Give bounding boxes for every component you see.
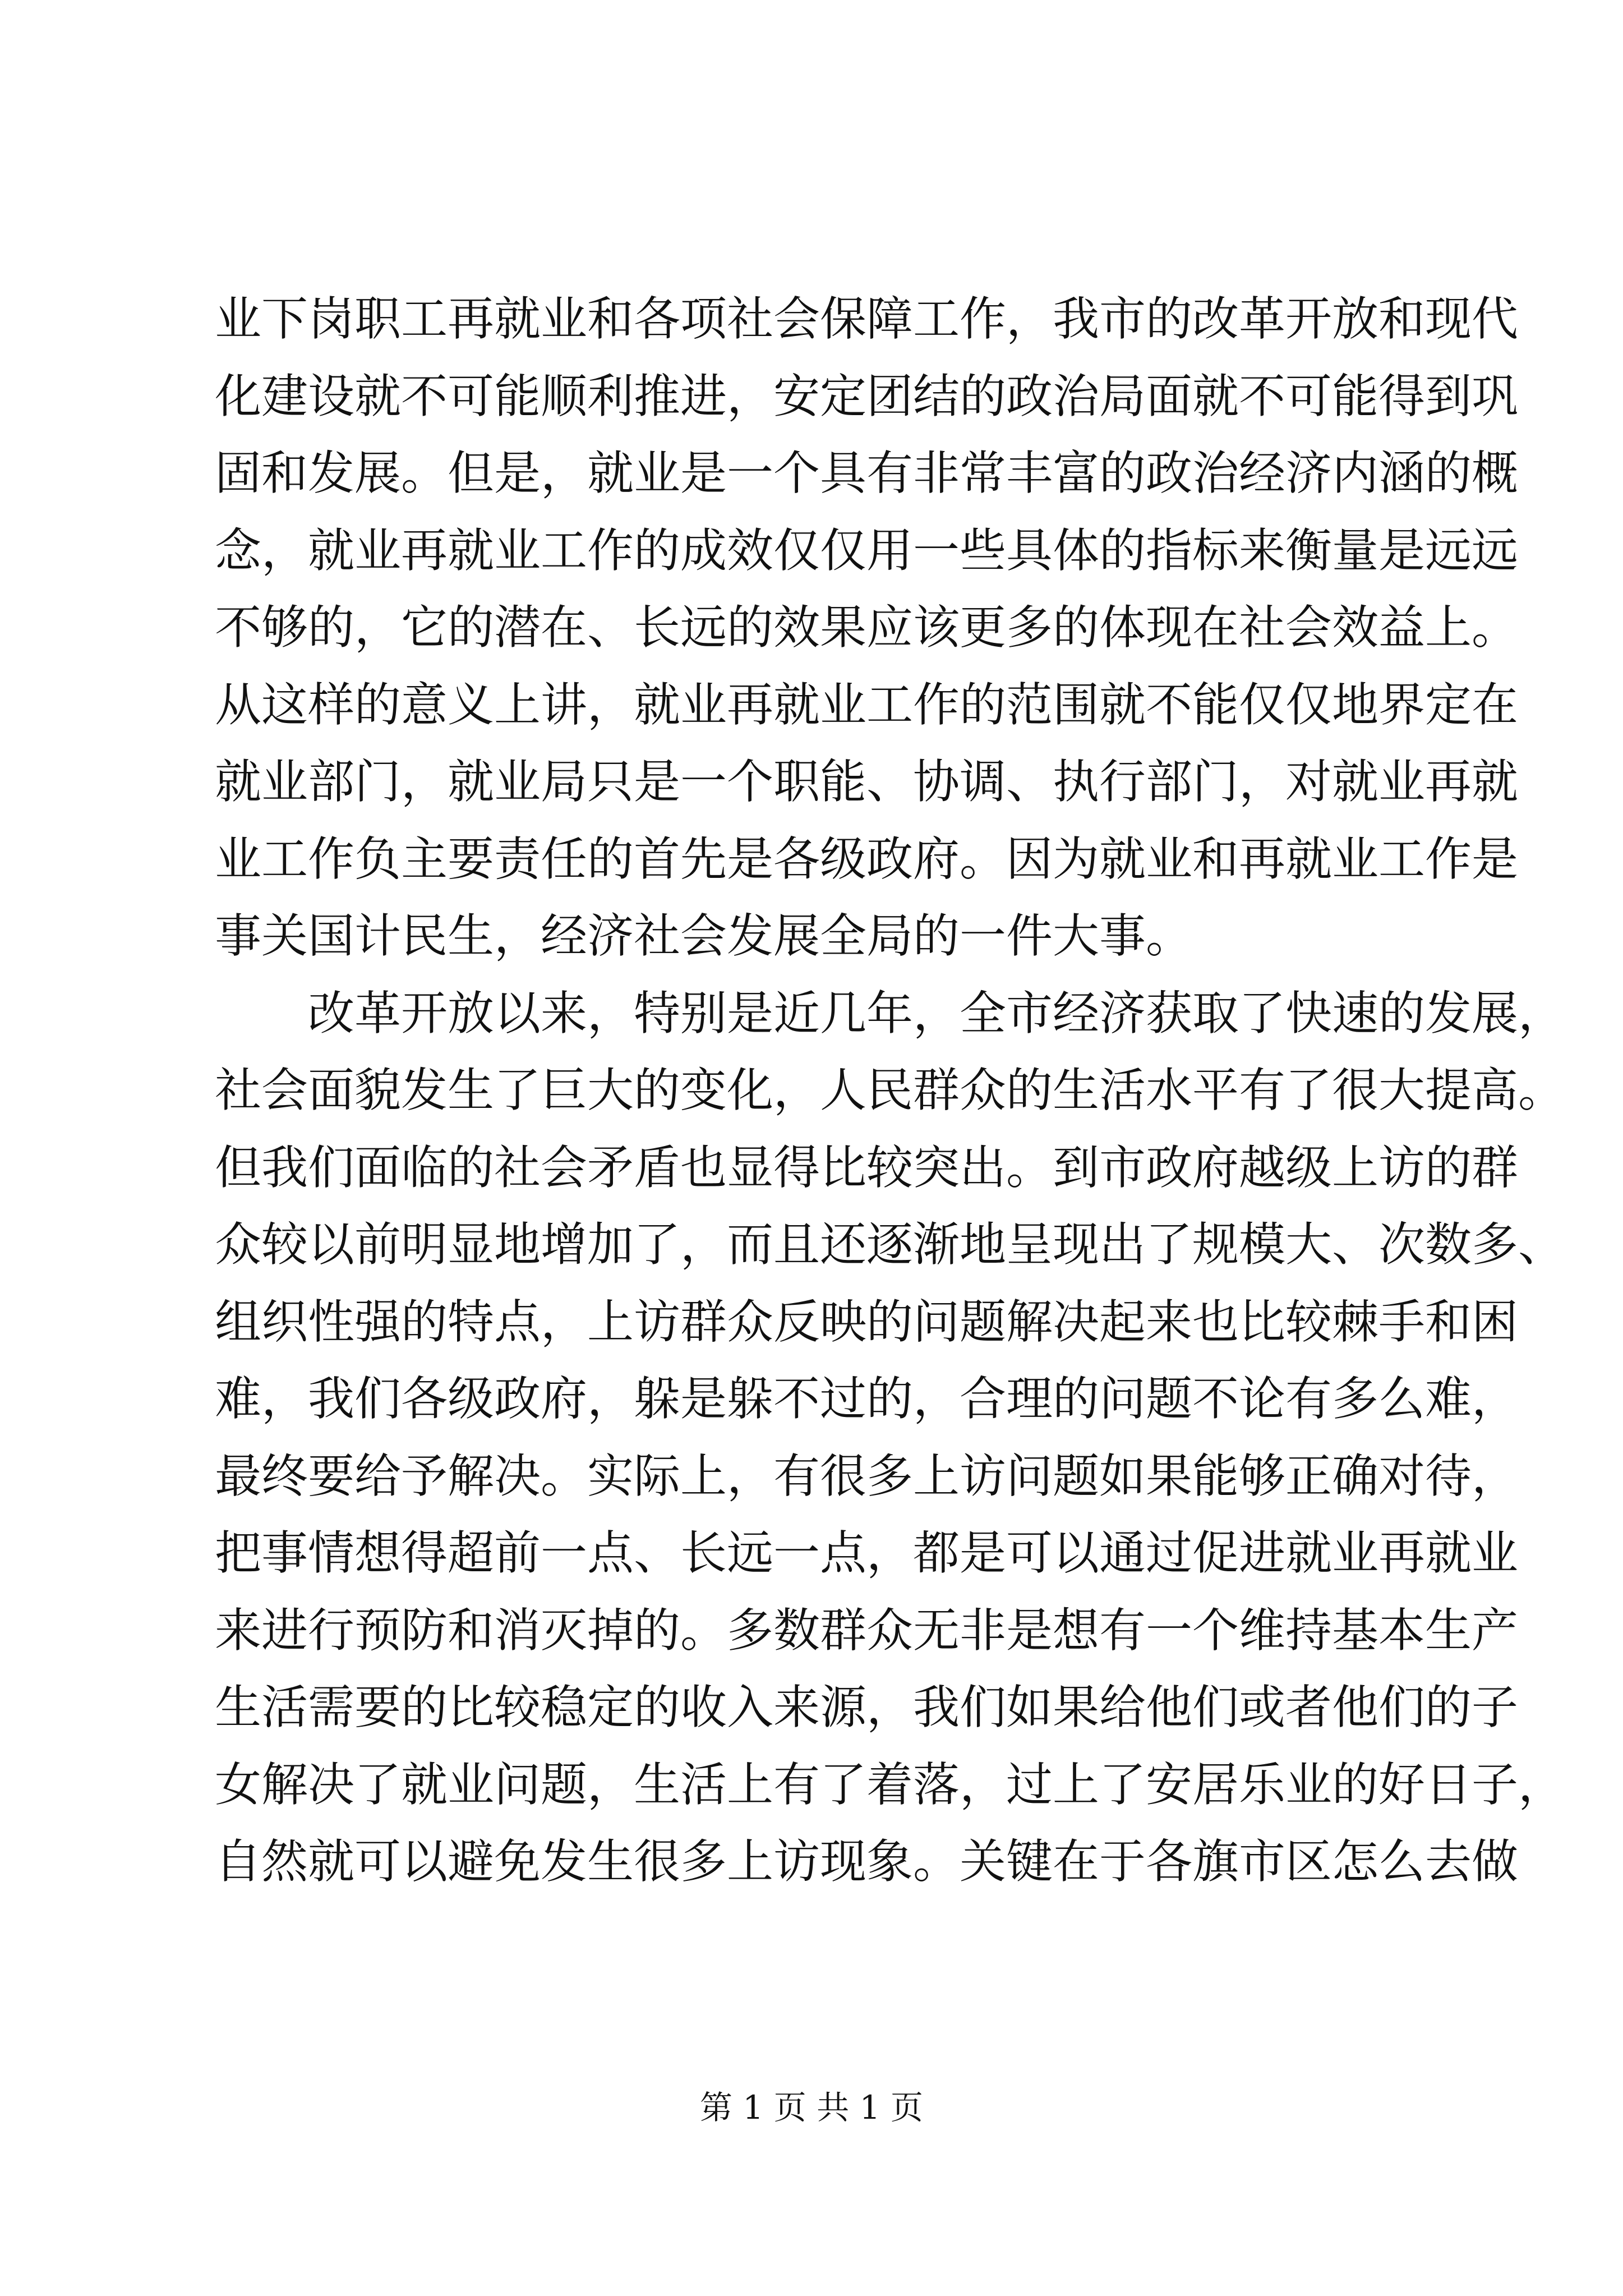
text-line: 就业部门，就业局只是一个职能、协调、执行部门，对就业再就	[215, 754, 1518, 809]
text-line: 业下岗职工再就业和各项社会保障工作，我市的改革开放和现代	[215, 292, 1518, 346]
text-line: 念，就业再就业工作的成效仅仅用一些具体的指标来衡量是远远	[215, 523, 1518, 578]
text-line: 把事情想得超前一点、长远一点，都是可以通过促进就业再就业	[215, 1526, 1518, 1580]
text-line: 从这样的意义上讲，就业再就业工作的范围就不能仅仅地界定在	[215, 677, 1518, 732]
text-line: 众较以前明显地增加了，而且还逐渐地呈现出了规模大、次数多、	[215, 1217, 1565, 1272]
text-line: 难，我们各级政府，躲是躲不过的，合理的问题不论有多么难，	[215, 1372, 1518, 1426]
text-line: 自然就可以避免发生很多上访现象。关键在于各旗市区怎么去做	[215, 1834, 1518, 1889]
text-line: 固和发展。但是，就业是一个具有非常丰富的政治经济内涵的概	[215, 446, 1518, 500]
text-line: 改革开放以来，特别是近几年，全市经济获取了快速的发展，	[308, 986, 1565, 1041]
document-body	[215, 280, 1565, 1901]
text-line: 但我们面临的社会矛盾也显得比较突出。到市政府越级上访的群	[215, 1140, 1518, 1195]
page-number: 第 1 页 共 1 页	[700, 2088, 923, 2127]
text-line: 最终要给予解决。实际上，有很多上访问题如果能够正确对待，	[215, 1448, 1518, 1503]
text-line: 生活需要的比较稳定的收入来源，我们如果给他们或者他们的子	[215, 1680, 1518, 1734]
text-line: 化建设就不可能顺利推进，安定团结的政治局面就不可能得到巩	[215, 369, 1518, 424]
text-line: 事关国计民生，经济社会发展全局的一件大事。	[215, 909, 1192, 963]
text-line: 社会面貌发生了巨大的变化，人民群众的生活水平有了很大提高。	[215, 1063, 1565, 1117]
text-line: 女解决了就业问题，生活上有了着落，过上了安居乐业的好日子，	[215, 1757, 1565, 1812]
text-line: 组织性强的特点，上访群众反映的问题解决起来也比较棘手和困	[215, 1294, 1518, 1349]
text-line: 业工作负主要责任的首先是各级政府。因为就业和再就业工作是	[215, 831, 1518, 886]
page-footer	[0, 2088, 1623, 2127]
text-line: 来进行预防和消灭掉的。多数群众无非是想有一个维持基本生产	[215, 1603, 1518, 1658]
text-line: 不够的，它的潜在、长远的效果应该更多的体现在社会效益上。	[215, 600, 1518, 655]
